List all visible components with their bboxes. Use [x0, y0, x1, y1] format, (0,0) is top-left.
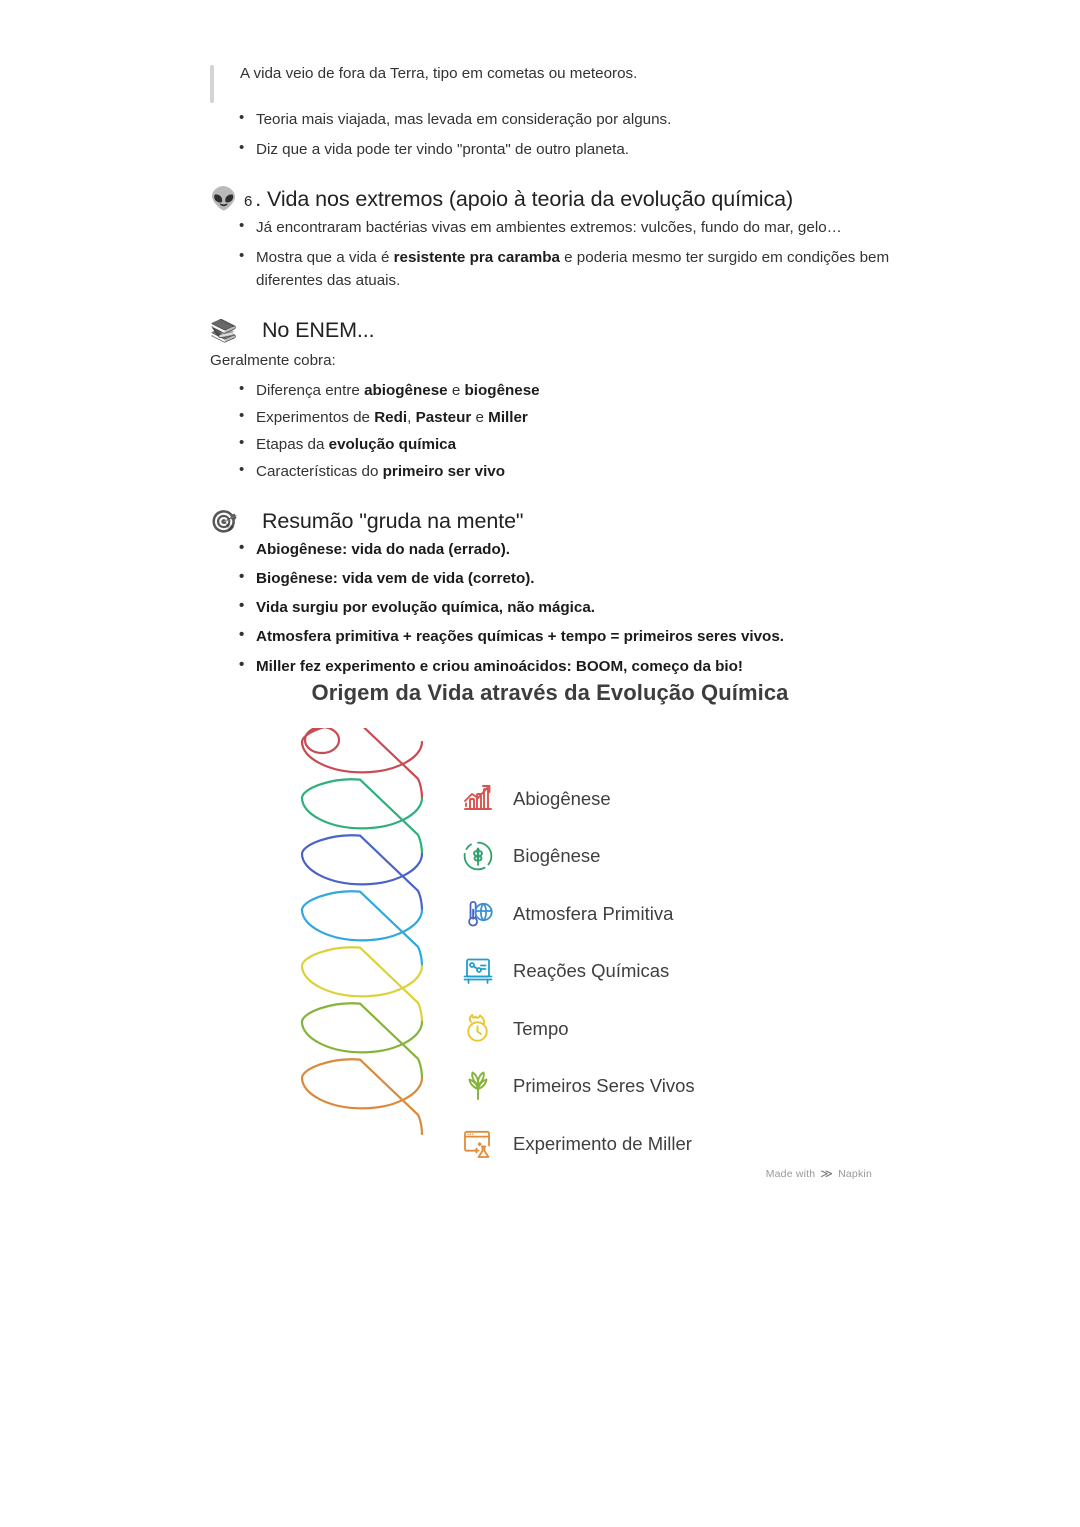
legend-label: Atmosfera Primitiva — [513, 902, 674, 924]
alien-icon: 👽 — [210, 186, 238, 212]
list-item: • Biogênese: vida vem de vida (correto). — [256, 567, 890, 590]
enem-lead-text: Geralmente cobra: — [210, 352, 336, 370]
spiral-turn — [302, 891, 422, 966]
spiral-turn — [302, 835, 422, 910]
resumao-bullet-list — [210, 538, 890, 677]
quote-bullet-list — [210, 108, 890, 161]
list-item: • Mostra que a vida é resistente pra caramba e poderia mesmo ter surgido em condições bem diferentes das atuais. — [256, 246, 890, 292]
legend-label: Tempo — [513, 1017, 569, 1039]
list-item: • Já encontraram bactérias vivas em ambientes extremos: vulcões, fundo do mar, gelo… — [256, 216, 890, 239]
spiral-turn — [302, 1003, 422, 1078]
plant-sprout-circle-icon — [455, 836, 501, 876]
legend-label: Experimento de Miller — [513, 1132, 692, 1154]
legend-label: Primeiros Seres Vivos — [513, 1075, 695, 1097]
heading-title: . Vida nos extremos (apoio à teoria da evolução química) — [255, 186, 794, 211]
heading-text: No ENEM... — [262, 318, 375, 343]
watermark-prefix: Made with — [765, 1168, 816, 1180]
blockquote-bar — [210, 65, 214, 103]
blockquote-text: A vida veio de fora da Terra, tipo em cometas ou meteoros. — [240, 65, 638, 82]
legend-label: Abiogênese — [513, 787, 611, 809]
napkin-logo-icon: ≫ — [820, 1166, 834, 1181]
lab-bench-icon — [455, 951, 501, 991]
diagram-body — [210, 728, 890, 1154]
heading-text — [244, 187, 793, 212]
list-item: • Diferença entre abiogênese e biogênese — [256, 379, 890, 402]
spiral-turn — [302, 947, 422, 1022]
books-icon: 📚 — [210, 317, 238, 343]
thermometer-globe-icon — [455, 894, 501, 934]
list-item: • Abiogênese: vida do nada (errado). — [256, 538, 890, 561]
leaf-sprout-icon — [455, 1066, 501, 1106]
heading-vida-nos-extremos — [210, 187, 890, 212]
watermark-brand: Napkin — [838, 1168, 872, 1180]
legend-label: Reações Químicas — [513, 960, 670, 982]
extremos-bullet-list — [210, 216, 890, 292]
list-item: • Características do primeiro ser vivo — [256, 460, 890, 483]
napkin-watermark — [766, 1168, 872, 1180]
heading-resumao — [210, 509, 890, 534]
spiral-turn — [302, 1059, 422, 1134]
legend-item-abiogenese — [455, 770, 875, 828]
browser-flask-icon — [455, 1124, 501, 1164]
clock-flame-icon — [455, 1009, 501, 1049]
bar-chart-growth-icon — [455, 779, 501, 819]
blockquote — [210, 62, 890, 86]
target-icon: 🎯 — [210, 508, 238, 534]
heading-number: 6 — [244, 192, 253, 210]
legend-item-biogenese — [455, 828, 875, 886]
diagram-legend — [455, 770, 875, 1173]
legend-item-reacoes-quimicas — [455, 943, 875, 1001]
legend-item-tempo — [455, 1000, 875, 1058]
list-item: • Vida surgiu por evolução química, não mágica. — [256, 596, 890, 619]
list-item: • Atmosfera primitiva + reações químicas + tempo = primeiros seres vivos. — [256, 625, 890, 648]
diagram-title: Origem da Vida através da Evolução Química — [311, 680, 789, 705]
heading-no-enem — [210, 318, 890, 343]
legend-item-atmosfera-primitiva — [455, 885, 875, 943]
list-item: • Etapas da evolução química — [256, 433, 890, 456]
list-item: • Miller fez experimento e criou aminoácidos: BOOM, começo da bio! — [256, 655, 890, 678]
list-item: • Teoria mais viajada, mas levada em consideração por alguns. — [256, 108, 890, 131]
enem-bullet-list — [210, 379, 890, 483]
spiral-turn — [302, 728, 422, 798]
heading-text: Resumão "gruda na mente" — [262, 509, 524, 534]
diagram-origem-da-vida — [210, 668, 890, 1188]
spiral-turn — [302, 779, 422, 854]
legend-item-primeiros-seres-vivos — [455, 1058, 875, 1116]
legend-label: Biogênese — [513, 845, 601, 867]
list-item: • Diz que a vida pode ter vindo "pronta" de outro planeta. — [256, 138, 890, 161]
note-content — [210, 62, 890, 684]
legend-item-experimento-de-miller — [455, 1115, 875, 1173]
spiral-graphic — [282, 728, 442, 1148]
list-item: • Experimentos de Redi, Pasteur e Miller — [256, 406, 890, 429]
